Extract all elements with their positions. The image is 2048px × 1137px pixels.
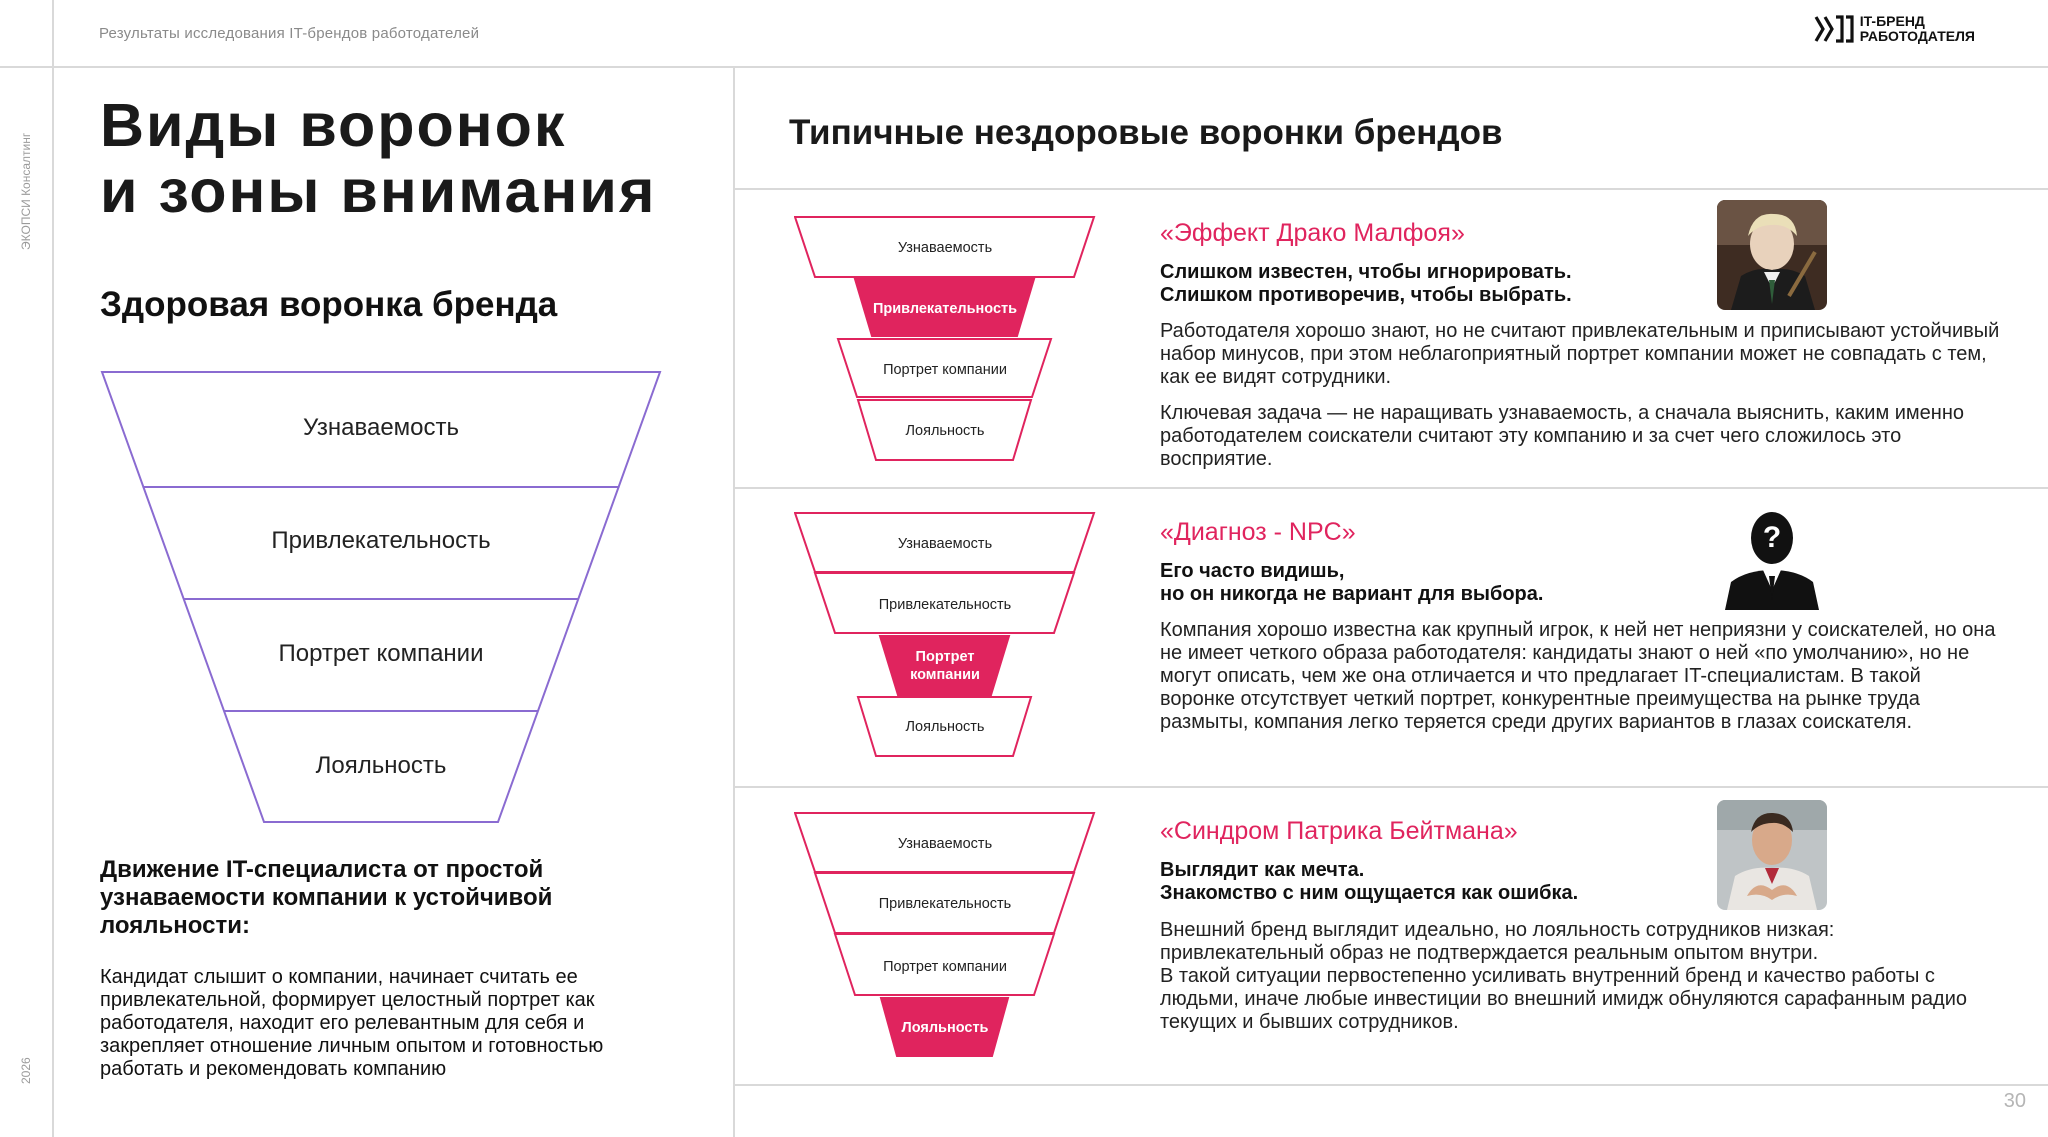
- case3-photo: [1717, 800, 1827, 910]
- case2-lead-line-1: Его часто видишь,: [1160, 560, 1345, 582]
- logo-text: [1860, 14, 1975, 44]
- page-number: 30: [2003, 1090, 2026, 1112]
- case2-body-paragraph-1: Компания хорошо известна как крупный игрок, к ней нет неприязни у соискателей, но она не имеет четкого образа работодателя: кандидаты знают о ней «по умолчанию», но не могут описать, чем же она отличается и что предлагает IT-специалистам. В такой воронке отсутствует четкий портрет, конкурентные преимущества на рынке труда размыты, компания легко теряется среди других вариантов в глазах соискателя.: [1160, 619, 1996, 733]
- logo-line-2: РАБОТОДАТЕЛЯ: [1859, 28, 1975, 44]
- case1-funnel-label-4: Лояльность: [905, 423, 985, 439]
- case3-lead: [1160, 859, 1578, 905]
- side-label-company: ЭКОПСИ Консалтинг: [19, 132, 33, 250]
- side-label-year: 2026: [19, 1057, 33, 1084]
- movement-title: Движение IT-специалиста от простой узнаваемости компании к устойчивой лояльности:: [100, 856, 553, 939]
- case2-funnel-label-2: Привлекательность: [878, 597, 1012, 613]
- case2-body: [1160, 619, 2000, 734]
- case1-funnel-label-1: Узнаваемость: [897, 240, 993, 256]
- case2-lead-line-2: но он никогда не вариант для выбора.: [1160, 583, 1544, 605]
- brand-logo: [1814, 14, 1975, 44]
- draco-portrait-icon: [1717, 200, 1827, 310]
- case3-body-paragraph-1: Внешний бренд выглядит идеально, но лояльность сотрудников низкая: привлекательный образ не подтверждается реальным опытом внутри.: [1160, 919, 1835, 964]
- case1-lead-line-2: Слишком противоречив, чтобы выбрать.: [1160, 284, 1572, 306]
- case1-divider: [735, 487, 2048, 489]
- case1-funnel: [794, 215, 1096, 465]
- case2-funnel-label-1: Узнаваемость: [897, 536, 993, 552]
- healthy-funnel-level-3: Портрет компании: [278, 640, 484, 667]
- right-heading-divider: [735, 188, 2048, 190]
- npc-silhouette-icon: [1717, 500, 1827, 610]
- header-divider: [0, 66, 2048, 68]
- case2-funnel: [794, 511, 1096, 761]
- case1-body: [1160, 320, 2000, 471]
- case2-lead: [1160, 560, 1543, 606]
- healthy-funnel-level-1: Узнаваемость: [302, 414, 460, 441]
- case3-body-paragraph-2: В такой ситуации первостепенно усиливать внутренний бренд и качество работы с людьми, иначе любые инвестиции во внешний имидж обнуляются сарафанным радио текущих и бывших сотрудников.: [1160, 965, 1968, 1033]
- movement-text: Кандидат слышит о компании, начинает считать ее привлекательной, формирует целостный портрет как работодателя, находит его релевантным для себя и закрепляет отношение личным опытом и готовностью работать и рекомендовать компанию: [100, 966, 604, 1080]
- case2-funnel-label-3b: компании: [910, 667, 980, 683]
- case3-funnel-label-3: Портрет компании: [883, 959, 1007, 975]
- page-title-line-1: Виды воронок: [100, 91, 567, 159]
- case2-divider: [735, 786, 2048, 788]
- case3-body: [1160, 919, 2000, 1034]
- case2-funnel-label-4: Лояльность: [905, 719, 985, 735]
- case3-funnel-label-4: Лояльность: [901, 1020, 989, 1036]
- case3-funnel-label-1: Узнаваемость: [897, 836, 993, 852]
- case3-divider: [735, 1084, 2048, 1086]
- logo-mark-icon: [1814, 14, 1854, 44]
- case1-funnel-label-3: Портрет компании: [883, 362, 1007, 378]
- case2-funnel-label-3a: Портрет: [915, 649, 975, 665]
- case3-funnel-label-2: Привлекательность: [878, 896, 1012, 912]
- column-divider: [733, 66, 735, 1137]
- case2-photo: [1717, 500, 1827, 610]
- case1-lead: [1160, 261, 1572, 307]
- logo-line-1: IT-БРЕНД: [1859, 13, 1925, 29]
- case1-body-paragraph-1: Работодателя хорошо знают, но не считают привлекательным и приписывают устойчивый набор минусов, при этом неблагоприятный портрет компании может не совпадать с тем, как ее видят сотрудники.: [1160, 320, 2000, 388]
- case1-photo: [1717, 200, 1827, 310]
- case1-lead-line-1: Слишком известен, чтобы игнорировать.: [1160, 261, 1572, 283]
- case1-body-paragraph-2: Ключевая задача — не наращивать узнаваемость, а сначала выяснить, каким именно работодателем соискатели считают эту компанию и за счет чего сложилось это восприятие.: [1160, 402, 1965, 470]
- question-mark-glyph: ?: [1762, 521, 1782, 554]
- case2-title: «Диагноз - NPC»: [1160, 518, 1356, 546]
- unhealthy-funnels-heading: Типичные нездоровые воронки брендов: [789, 113, 1503, 152]
- bateman-portrait-icon: [1717, 800, 1827, 910]
- healthy-funnel-level-2: Привлекательность: [271, 527, 491, 554]
- case1-title: «Эффект Драко Малфоя»: [1160, 219, 1465, 247]
- case3-lead-line-2: Знакомство с ним ощущается как ошибка.: [1160, 882, 1579, 904]
- page-title: [100, 92, 656, 224]
- healthy-funnel-heading: Здоровая воронка бренда: [100, 285, 558, 324]
- page-title-line-2: и зоны внимания: [100, 157, 657, 225]
- case3-title: «Синдром Патрика Бейтмана»: [1160, 817, 1518, 845]
- case3-funnel: [794, 811, 1096, 1061]
- case2-funnel-seg-3: [880, 636, 1009, 695]
- case3-lead-line-1: Выглядит как мечта.: [1160, 859, 1365, 881]
- case1-funnel-label-2: Привлекательность: [872, 301, 1018, 317]
- left-margin-divider: [52, 0, 54, 1137]
- healthy-funnel-level-4: Лояльность: [315, 752, 447, 779]
- report-title: Результаты исследования IT-брендов работодателей: [99, 25, 480, 42]
